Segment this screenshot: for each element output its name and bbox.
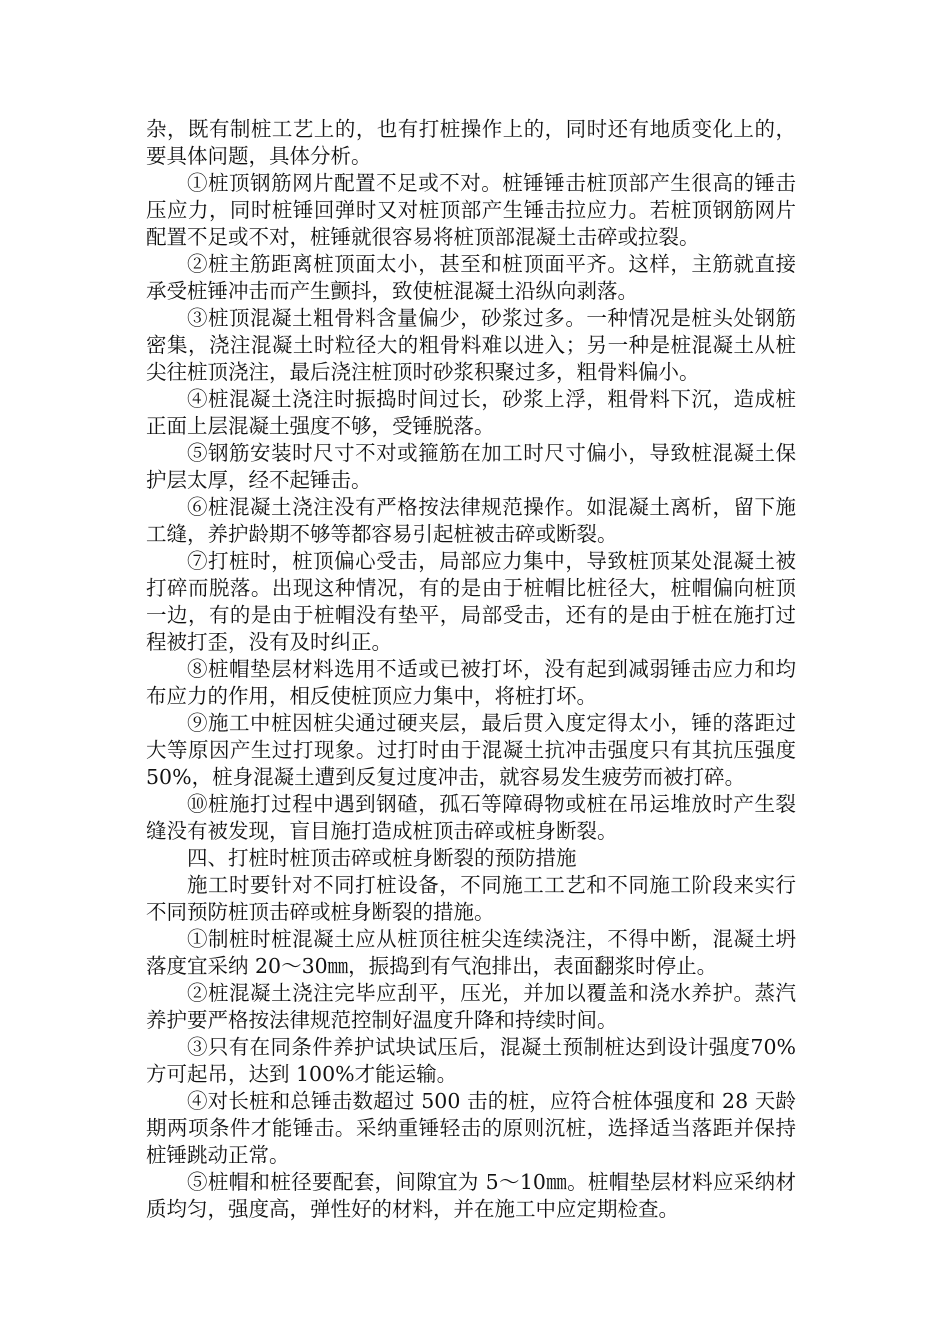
- paragraph-measure-5: ⑤桩帽和桩径要配套，间隙宜为 5～10㎜。桩帽垫层材料应采纳材质均匀，强度高，弹性好的材料，并在施工中应定期检查。: [146, 1170, 796, 1221]
- paragraph-cause-9: ⑨施工中桩因桩尖通过硬夹层，最后贯入度定得太小，锤的落距过大等原因产生过打现象。过打时由于混凝土抗冲击强度只有其抗压强度 50%，桩身混凝土遭到反复过度冲击，就容易发生疲劳而被打碎。: [146, 711, 796, 789]
- paragraph-measure-2: ②桩混凝土浇注完毕应刮平，压光，并加以覆盖和浇水养护。蒸汽养护要严格按法律规范控制好温度升降和持续时间。: [146, 981, 796, 1032]
- paragraph-measure-1: ①制桩时桩混凝土应从桩顶往桩尖连续浇注，不得中断，混凝土坍落度宜采纳 20～30㎜，振捣到有气泡排出，表面翻浆时停止。: [146, 927, 796, 978]
- paragraph-intro: 施工时要针对不同打桩设备，不同施工工艺和不同施工阶段来实行不同预防桩顶击碎或桩身断裂的措施。: [146, 873, 796, 924]
- document-body: [146, 116, 796, 1223]
- paragraph-cause-3: ③桩顶混凝土粗骨料含量偏少，砂浆过多。一种情况是桩头处钢筋密集，浇注混凝土时粒径大的粗骨料难以进入；另一种是桩混凝土从桩尖往桩顶浇注，最后浇注桩顶时砂浆积聚过多，粗骨料偏小。: [146, 306, 796, 384]
- paragraph-cause-6: ⑥桩混凝土浇注没有严格按法律规范操作。如混凝土离析，留下施工缝，养护龄期不够等都容易引起桩被击碎或断裂。: [146, 495, 796, 546]
- paragraph-cause-4: ④桩混凝土浇注时振捣时间过长，砂浆上浮，粗骨料下沉，造成桩正面上层混凝土强度不够，受锤脱落。: [146, 387, 796, 438]
- paragraph-cause-10: ⑩桩施打过程中遇到钢碴，孤石等障碍物或桩在吊运堆放时产生裂缝没有被发现，盲目施打造成桩顶击碎或桩身断裂。: [146, 792, 796, 843]
- paragraph-continuation: 杂，既有制桩工艺上的，也有打桩操作上的，同时还有地质变化上的，要具体问题，具体分析。: [146, 117, 796, 168]
- paragraph-cause-1: ①桩顶钢筋网片配置不足或不对。桩锤锤击桩顶部产生很高的锤击压应力，同时桩锤回弹时又对桩顶部产生锤击拉应力。若桩顶钢筋网片配置不足或不对，桩锤就很容易将桩顶部混凝土击碎或拉裂。: [146, 171, 796, 249]
- paragraph-measure-3: ③只有在同条件养护试块试压后，混凝土预制桩达到设计强度70%方可起吊，达到 100%才能运输。: [146, 1035, 796, 1086]
- section-heading: 四、打桩时桩顶击碎或桩身断裂的预防措施: [187, 846, 577, 870]
- paragraph-cause-5: ⑤钢筋安装时尺寸不对或箍筋在加工时尺寸偏小，导致桩混凝土保护层太厚，经不起锤击。: [146, 441, 796, 492]
- paragraph-measure-4: ④对长桩和总锤击数超过 500 击的桩，应符合桩体强度和 28 天龄期两项条件才能锤击。采纳重锤轻击的原则沉桩，选择适当落距并保持桩锤跳动正常。: [146, 1089, 796, 1167]
- paragraph-cause-7: ⑦打桩时，桩顶偏心受击，局部应力集中，导致桩顶某处混凝土被打碎而脱落。出现这种情况，有的是由于桩帽比桩径大，桩帽偏向桩顶一边，有的是由于桩帽没有垫平，局部受击，还有的是由于桩在施打过程被打歪，没有及时纠正。: [146, 549, 796, 654]
- paragraph-cause-8: ⑧桩帽垫层材料选用不适或已被打坏，没有起到减弱锤击应力和均布应力的作用，相反使桩顶应力集中，将桩打坏。: [146, 657, 796, 708]
- paragraph-cause-2: ②桩主筋距离桩顶面太小，甚至和桩顶面平齐。这样，主筋就直接承受桩锤冲击而产生颤抖，致使桩混凝土沿纵向剥落。: [146, 252, 796, 303]
